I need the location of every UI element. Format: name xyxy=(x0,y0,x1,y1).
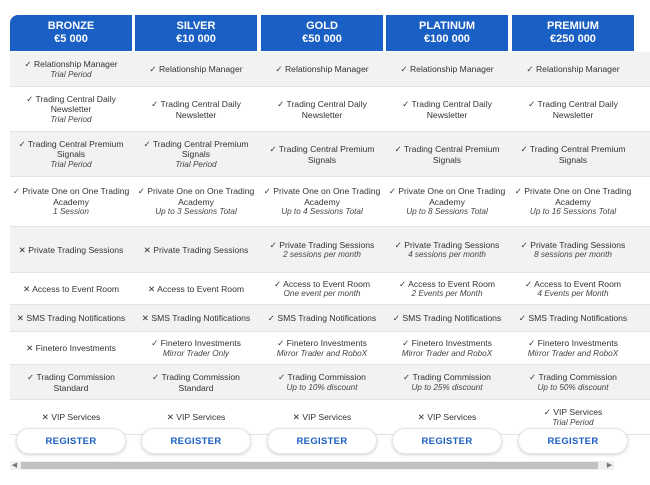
feature-text: ✕ Access to Event Room xyxy=(147,283,245,294)
feature-cell xyxy=(135,87,257,132)
feature-note: Mirror Trader and RoboX xyxy=(401,348,493,358)
feature-note: Trial Period xyxy=(50,114,92,124)
feature-note: Trial Period xyxy=(50,159,92,169)
pricing-table-viewport xyxy=(10,15,632,470)
feature-text: ✓ Trading Central Premium Signals xyxy=(18,138,124,160)
feature-text: ✓ Private One on One Trading Academy xyxy=(514,186,632,207)
feature-cell xyxy=(512,365,634,400)
feature-text: ✓ Private Trading Sessions xyxy=(394,239,500,250)
feature-cell xyxy=(10,132,132,177)
tier-price: €50 000 xyxy=(302,33,342,45)
feature-text: ✓ Trading Commission xyxy=(403,372,491,382)
feature-text: ✓ Relationship Manager xyxy=(24,59,118,69)
feature-cell xyxy=(135,132,257,177)
feature-note: Up to 10% discount xyxy=(286,382,358,392)
feature-text: ✓ Trading Commission Standard xyxy=(27,372,115,393)
feature-text: ✓ Trading Commission xyxy=(529,372,617,382)
feature-cell xyxy=(10,305,132,332)
feature-text: ✓ Access to Event Room xyxy=(398,278,496,289)
feature-note: Mirror Trader and RoboX xyxy=(276,348,368,358)
register-button[interactable]: REGISTER xyxy=(16,428,126,454)
feature-cell xyxy=(261,177,383,227)
feature-text: ✓ Private Trading Sessions xyxy=(269,239,375,250)
feature-text: ✕ Private Trading Sessions xyxy=(143,244,249,255)
tier-header xyxy=(386,15,508,51)
tier-header xyxy=(512,15,634,51)
feature-text: ✓ Relationship Manager xyxy=(275,64,369,75)
feature-text: ✓ Private One on One Trading Academy xyxy=(263,186,381,207)
feature-cell xyxy=(10,52,132,87)
tier-column-gold xyxy=(261,15,383,447)
tier-price: €10 000 xyxy=(176,33,216,45)
feature-cell xyxy=(386,227,508,273)
feature-text: ✓ Trading Central Daily Newsletter xyxy=(26,93,116,115)
register-button[interactable]: REGISTER xyxy=(392,428,502,454)
feature-text: ✓ Relationship Manager xyxy=(526,64,620,75)
register-button[interactable]: REGISTER xyxy=(518,428,628,454)
feature-note: One event per month xyxy=(283,289,361,298)
feature-text: ✓ SMS Trading Notifications xyxy=(392,313,502,324)
feature-cell xyxy=(135,332,257,365)
tier-header xyxy=(10,15,132,51)
feature-note: 1 Session xyxy=(53,207,89,217)
register-button[interactable]: REGISTER xyxy=(267,428,377,454)
feature-text: ✓ SMS Trading Notifications xyxy=(518,313,628,324)
feature-cell xyxy=(512,177,634,227)
feature-text: ✓ Trading Commission xyxy=(278,372,366,382)
feature-cell xyxy=(386,132,508,177)
feature-text: ✓ Trading Central Premium Signals xyxy=(269,144,375,165)
feature-note: 4 Events per Month xyxy=(537,289,609,298)
feature-text: ✕ VIP Services xyxy=(417,412,477,423)
feature-text: ✓ Relationship Manager xyxy=(149,64,243,75)
feature-text: ✕ SMS Trading Notifications xyxy=(16,313,126,324)
feature-text: ✓ Trading Central Premium Signals xyxy=(394,144,500,165)
feature-cell xyxy=(512,273,634,305)
feature-text: ✕ VIP Services xyxy=(292,412,352,423)
feature-text: ✓ Finetero Investments xyxy=(528,338,618,348)
feature-cell xyxy=(386,365,508,400)
tier-price: €100 000 xyxy=(424,33,470,45)
feature-cell xyxy=(10,273,132,305)
feature-text: ✓ Relationship Manager xyxy=(400,64,494,75)
feature-cell xyxy=(135,305,257,332)
tier-header xyxy=(261,15,383,51)
feature-cell xyxy=(261,87,383,132)
feature-cell xyxy=(10,177,132,227)
feature-cell xyxy=(386,332,508,365)
feature-text: ✕ Finetero Investments xyxy=(26,343,116,354)
feature-cell xyxy=(261,227,383,273)
scroll-left-arrow-icon[interactable]: ◀ xyxy=(11,462,18,469)
scrollbar-thumb[interactable] xyxy=(21,462,598,469)
feature-cell xyxy=(10,332,132,365)
feature-text: ✓ Private One on One Trading Academy xyxy=(12,186,130,207)
feature-text: ✓ Private One on One Trading Academy xyxy=(388,186,506,207)
horizontal-scrollbar[interactable] xyxy=(10,461,614,470)
feature-cell xyxy=(512,132,634,177)
feature-cell xyxy=(135,177,257,227)
feature-text: ✕ Private Trading Sessions xyxy=(18,244,124,255)
feature-cell xyxy=(135,365,257,400)
feature-note: 4 sessions per month xyxy=(408,250,486,259)
feature-text: ✓ Finetero Investments xyxy=(277,338,367,348)
feature-cell xyxy=(261,365,383,400)
feature-text: ✕ VIP Services xyxy=(41,412,101,423)
feature-cell xyxy=(512,227,634,273)
feature-note: Up to 3 Sessions Total xyxy=(155,207,237,217)
feature-note: Trial Period xyxy=(175,159,217,169)
feature-note: Up to 8 Sessions Total xyxy=(406,207,488,217)
feature-cell xyxy=(135,273,257,305)
feature-text: ✓ Trading Central Premium Signals xyxy=(143,138,249,160)
feature-text: ✓ Trading Commission Standard xyxy=(152,372,240,393)
feature-cell xyxy=(10,87,132,132)
pricing-table xyxy=(10,15,650,485)
tier-header xyxy=(135,15,257,51)
feature-cell xyxy=(512,305,634,332)
feature-text: ✓ Trading Central Daily Newsletter xyxy=(528,99,618,120)
feature-text: ✓ Finetero Investments xyxy=(151,338,241,348)
feature-note: Trial Period xyxy=(552,417,594,427)
feature-note: Trial Period xyxy=(50,69,92,79)
feature-text: ✓ Trading Central Premium Signals xyxy=(520,144,626,165)
feature-cell xyxy=(261,273,383,305)
feature-text: ✓ Access to Event Room xyxy=(524,278,622,289)
scroll-right-arrow-icon[interactable]: ▶ xyxy=(606,462,613,469)
register-button-wrap xyxy=(512,428,634,454)
feature-text: ✓ Private Trading Sessions xyxy=(520,239,626,250)
feature-cell xyxy=(261,132,383,177)
tier-name: PREMIUM xyxy=(547,20,599,32)
tier-price: €250 000 xyxy=(550,33,596,45)
feature-text: ✕ SMS Trading Notifications xyxy=(141,313,251,324)
feature-text: ✓ VIP Services xyxy=(543,407,603,417)
feature-cell xyxy=(512,87,634,132)
register-button-wrap xyxy=(261,428,383,454)
tier-name: GOLD xyxy=(306,20,338,32)
tier-name: SILVER xyxy=(176,20,216,32)
feature-note: Up to 16 Sessions Total xyxy=(529,207,617,217)
feature-cell xyxy=(512,52,634,87)
feature-cell xyxy=(512,332,634,365)
feature-note: 2 sessions per month xyxy=(283,250,361,259)
tier-column-silver xyxy=(135,15,257,447)
tier-column-premium xyxy=(512,15,634,447)
feature-text: ✕ Access to Event Room xyxy=(22,283,120,294)
feature-cell xyxy=(386,305,508,332)
tier-price: €5 000 xyxy=(54,33,88,45)
tier-column-bronze xyxy=(10,15,132,447)
tier-column-platinum xyxy=(386,15,508,447)
feature-text: ✓ Finetero Investments xyxy=(402,338,492,348)
tier-name: PLATINUM xyxy=(418,20,475,32)
feature-note: 2 Events per Month xyxy=(411,289,483,298)
feature-cell xyxy=(10,227,132,273)
feature-cell xyxy=(261,332,383,365)
feature-note: Up to 25% discount xyxy=(411,382,483,392)
register-button-wrap xyxy=(135,428,257,454)
register-button-wrap xyxy=(386,428,508,454)
feature-cell xyxy=(386,273,508,305)
feature-cell xyxy=(135,227,257,273)
feature-cell xyxy=(386,177,508,227)
feature-note: Up to 50% discount xyxy=(537,382,609,392)
feature-cell xyxy=(261,305,383,332)
feature-cell xyxy=(386,52,508,87)
feature-cell xyxy=(135,52,257,87)
feature-note: Mirror Trader and RoboX xyxy=(527,348,619,358)
feature-text: ✓ Trading Central Daily Newsletter xyxy=(151,99,241,120)
feature-text: ✓ Trading Central Daily Newsletter xyxy=(402,99,492,120)
feature-note: Mirror Trader Only xyxy=(162,348,230,358)
feature-cell xyxy=(10,365,132,400)
feature-cell xyxy=(386,87,508,132)
feature-note: Up to 4 Sessions Total xyxy=(281,207,363,217)
feature-text: ✓ Trading Central Daily Newsletter xyxy=(277,99,367,120)
feature-note: 8 sessions per month xyxy=(534,250,612,259)
feature-text: ✓ Private One on One Trading Academy xyxy=(137,186,255,207)
feature-text: ✕ VIP Services xyxy=(166,412,226,423)
feature-cell xyxy=(261,52,383,87)
tier-name: BRONZE xyxy=(47,20,95,32)
register-button[interactable]: REGISTER xyxy=(141,428,251,454)
feature-text: ✓ SMS Trading Notifications xyxy=(267,313,377,324)
register-button-wrap xyxy=(10,428,132,454)
feature-text: ✓ Access to Event Room xyxy=(273,278,371,289)
